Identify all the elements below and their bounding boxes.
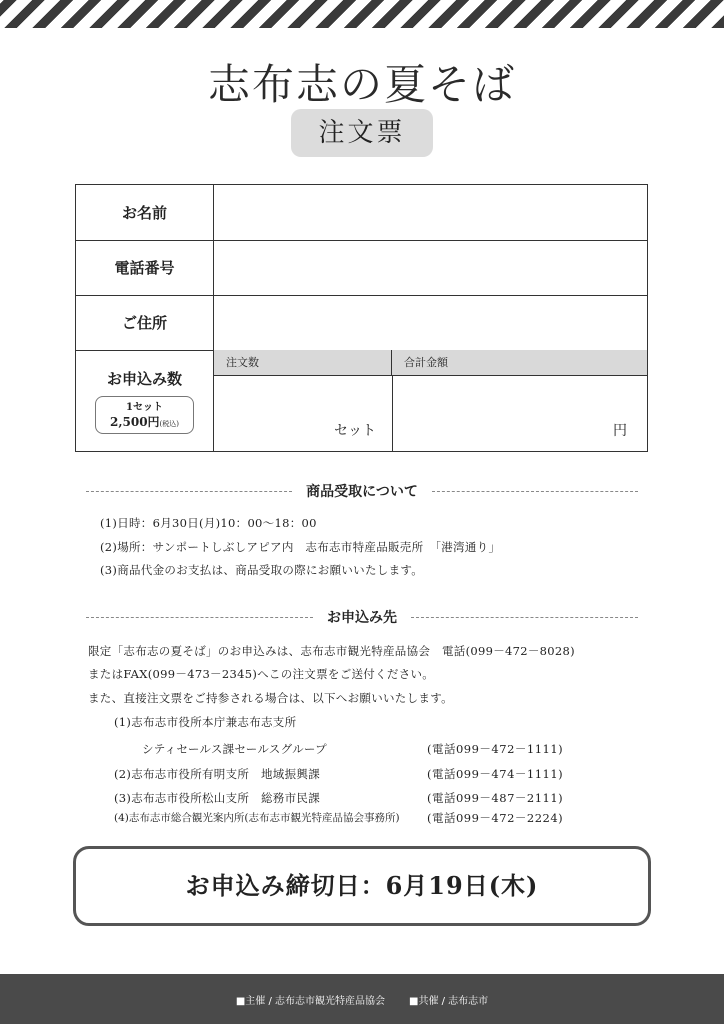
set-unit: セット bbox=[334, 423, 376, 439]
organizer-text bbox=[236, 992, 385, 1007]
phone-label: 電話番号 bbox=[76, 240, 214, 295]
office-tel: (電話099－472－1111) bbox=[427, 742, 564, 756]
address-row bbox=[76, 295, 647, 351]
unit-price-box bbox=[95, 396, 194, 434]
order-qty-header: 注文数 bbox=[214, 350, 392, 376]
co-organizer-label: 共催 / 志布志市 bbox=[418, 995, 489, 1007]
apply-heading: お申込み先 bbox=[327, 610, 397, 626]
office-name: (2)志布志市役所有明支所 地域振興課 bbox=[114, 767, 320, 781]
apply-section-header bbox=[86, 607, 638, 627]
address-label: ご住所 bbox=[76, 295, 214, 350]
apply-intro: 限定「志布志の夏そば」のお申込みは、志布志市観光特産品協会 電話(099－472－8028) bbox=[88, 644, 575, 658]
quantity-label-cell bbox=[76, 350, 214, 452]
phone-field[interactable] bbox=[214, 240, 647, 295]
pickup-item: (3)商品代金のお支払は、商品受取の際にお願いいたします。 bbox=[100, 563, 424, 577]
quantity-row bbox=[76, 350, 647, 452]
order-qty-field[interactable] bbox=[214, 377, 392, 452]
price-box-price: 2,500円 bbox=[109, 415, 160, 429]
square-icon: ■ bbox=[235, 995, 246, 1007]
apply-intro: また、直接注文票をご持参される場合は、以下へお願いいたします。 bbox=[88, 691, 453, 705]
name-label: お名前 bbox=[76, 185, 214, 240]
square-icon: ■ bbox=[409, 995, 419, 1007]
organizer-label: 主催 / 志布志市観光特産品協会 bbox=[245, 995, 385, 1007]
office-tel: (電話099－474－1111) bbox=[427, 767, 564, 781]
office-name: シティセールス課セールスグループ bbox=[142, 742, 327, 756]
pickup-section-header bbox=[86, 481, 638, 501]
name-row bbox=[76, 185, 647, 241]
quantity-label: お申込み数 bbox=[106, 370, 182, 388]
office-name: (4)志布志市総合観光案内所(志布志市観光特産品協会事務所) bbox=[114, 812, 400, 824]
address-field[interactable] bbox=[214, 295, 647, 350]
apply-intro: またはFAX(099－473－2345)へこの注文票をご送付ください。 bbox=[88, 667, 435, 681]
top-stripe-border bbox=[0, 0, 724, 28]
pickup-item: (2)場所：サンポートしぶしアピア内 志布志市特産品販売所 「港湾通り」 bbox=[100, 540, 501, 554]
co-organizer-text bbox=[409, 992, 488, 1007]
office-name: (3)志布志市役所松山支所 総務市民課 bbox=[114, 791, 320, 805]
total-amount-field[interactable] bbox=[393, 377, 647, 452]
office-tel: (電話099－472－2224) bbox=[427, 811, 564, 825]
name-field[interactable] bbox=[214, 185, 647, 240]
order-form-table bbox=[75, 184, 648, 452]
footer-bar bbox=[0, 974, 724, 1024]
form-subtitle: 注文票 bbox=[291, 109, 433, 157]
pickup-item: (1)日時：6月30日(月)10：00～18：00 bbox=[100, 516, 317, 530]
phone-row bbox=[76, 240, 647, 296]
office-tel: (電話099－487－2111) bbox=[427, 791, 564, 805]
yen-unit: 円 bbox=[613, 423, 627, 439]
office-name: (1)志布志市役所本庁兼志布志支所 bbox=[114, 715, 297, 729]
page-title: 志布志の夏そば bbox=[207, 60, 516, 109]
total-amount-header: 合計金額 bbox=[392, 350, 647, 376]
price-box-tax: (税込) bbox=[159, 420, 180, 428]
pickup-heading: 商品受取について bbox=[306, 484, 418, 500]
price-box-set: 1セット bbox=[126, 402, 163, 413]
deadline-box: お申込み締切日：6月19日(木) bbox=[73, 846, 651, 926]
